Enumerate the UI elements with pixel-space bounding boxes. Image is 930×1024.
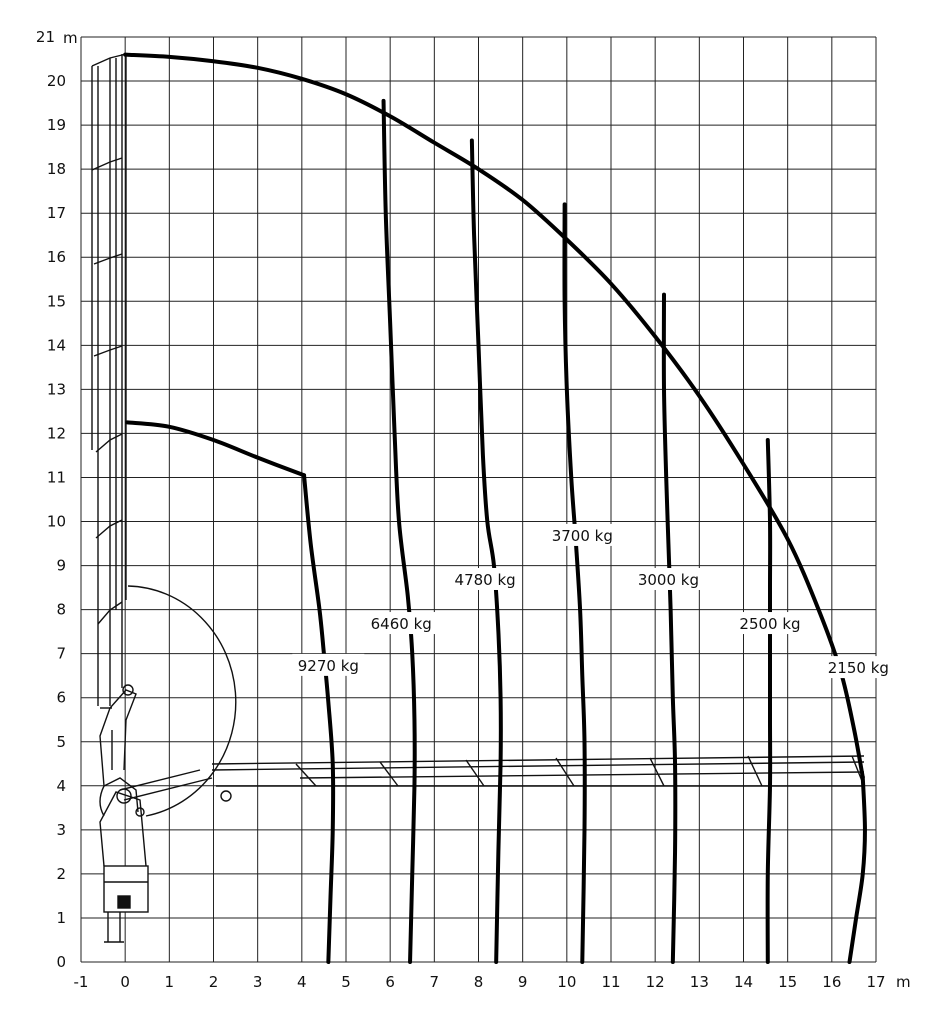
y-tick-label: 10 xyxy=(46,512,66,531)
y-tick-label: 11 xyxy=(46,468,66,487)
load-label: 2500 kg xyxy=(739,615,801,634)
x-tick-label: 17 xyxy=(866,973,886,991)
load-label: 2150 kg xyxy=(827,659,889,678)
x-tick-label: 16 xyxy=(822,973,842,991)
y-tick-label: 21 xyxy=(35,28,55,46)
y-tick-label: 0 xyxy=(56,953,66,971)
x-tick-label: 5 xyxy=(341,973,351,991)
y-tick-label: 5 xyxy=(56,732,66,751)
x-tick-label: 7 xyxy=(429,973,440,991)
x-tick-label: 3 xyxy=(252,973,263,991)
y-tick-label: 13 xyxy=(46,380,66,399)
x-tick-label: 1 xyxy=(164,973,175,991)
load-label: 4780 kg xyxy=(454,570,516,589)
load-label: 6460 kg xyxy=(370,615,432,634)
x-tick-label: 9 xyxy=(517,973,528,991)
x-tick-label: 13 xyxy=(689,973,709,991)
x-tick-label: -1 xyxy=(73,973,89,991)
x-tick-label: 10 xyxy=(557,973,577,991)
x-tick-label: 11 xyxy=(601,973,621,991)
x-tick-label: 8 xyxy=(473,973,484,991)
y-tick-label: 3 xyxy=(56,820,66,839)
x-tick-label: 6 xyxy=(385,973,395,991)
load-label: 9270 kg xyxy=(297,656,359,675)
y-tick-label: 12 xyxy=(46,424,66,443)
y-tick-label: 2 xyxy=(56,864,66,883)
x-tick-label: 12 xyxy=(645,973,665,991)
y-tick-label: 1 xyxy=(56,908,66,927)
load-label: 3700 kg xyxy=(551,526,613,545)
y-tick-label: 18 xyxy=(46,160,66,179)
y-tick-label: 14 xyxy=(46,336,66,355)
x-tick-label: 2 xyxy=(208,973,219,991)
y-tick-label: 9 xyxy=(56,556,66,575)
x-tick-label: 14 xyxy=(733,973,754,991)
y-tick-label: 19 xyxy=(46,116,66,135)
y-tick-label: 20 xyxy=(46,72,66,91)
load-label: 3000 kg xyxy=(637,570,699,589)
y-unit-label: m xyxy=(63,29,78,47)
x-unit-label: m xyxy=(896,973,911,991)
y-tick-label: 6 xyxy=(56,688,66,707)
y-tick-label: 17 xyxy=(46,204,66,223)
y-tick-label: 15 xyxy=(46,292,66,311)
x-tick-label: 4 xyxy=(297,973,307,991)
y-tick-label: 8 xyxy=(56,600,66,619)
y-tick-label: 4 xyxy=(56,776,66,795)
x-tick-label: 15 xyxy=(778,973,798,991)
y-tick-label: 7 xyxy=(56,644,66,663)
y-tick-label: 16 xyxy=(46,248,66,267)
x-tick-label: 0 xyxy=(120,973,130,991)
